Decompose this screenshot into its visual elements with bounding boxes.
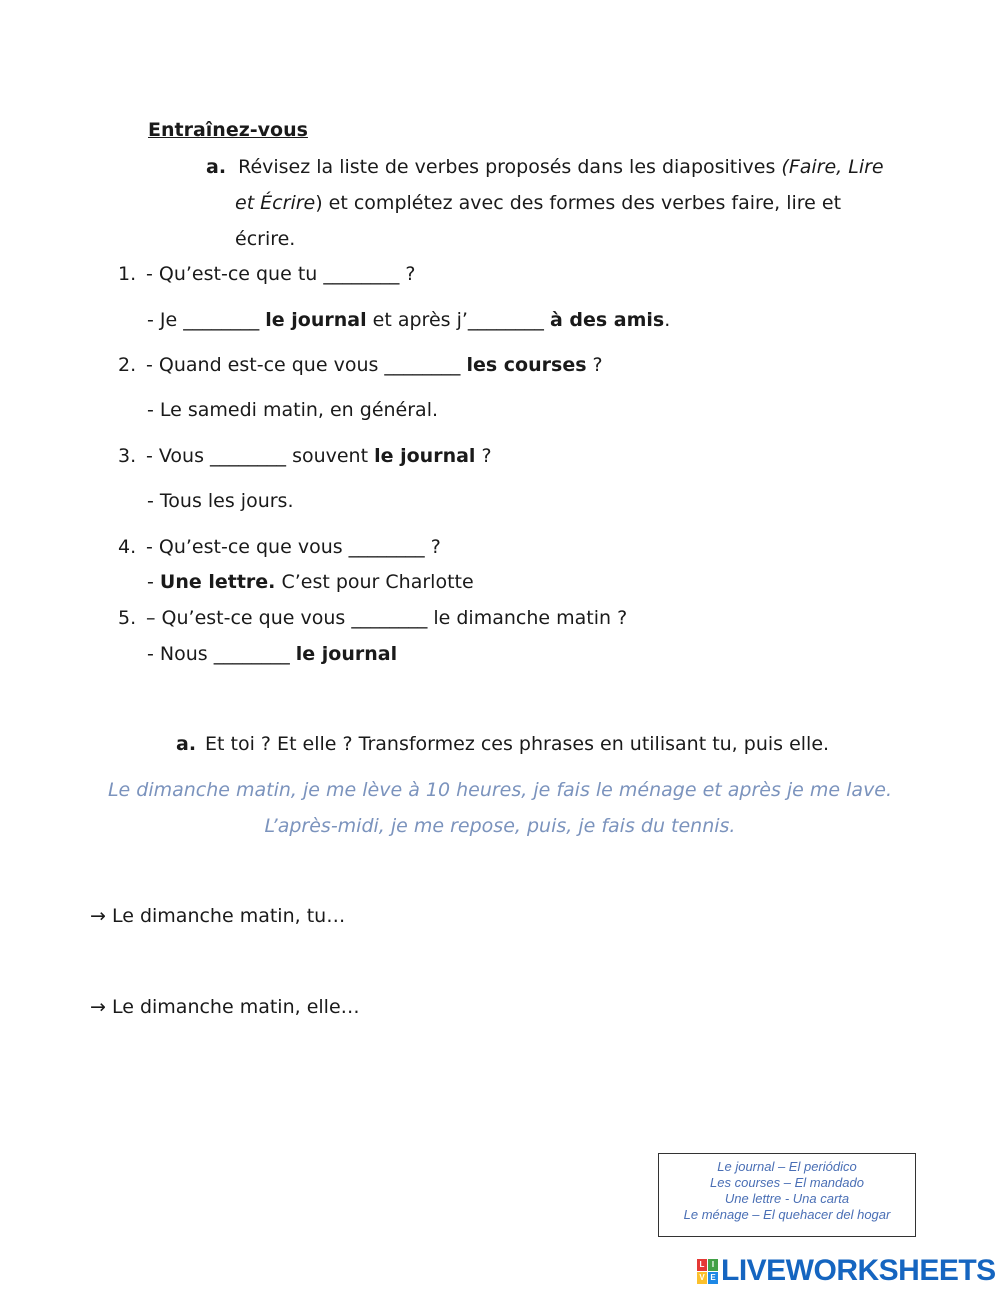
arrow-right-icon: → [90,996,106,1018]
page-title: Entraînez-vous [148,119,308,141]
vocab-item: Le ménage – El quehacer del hogar [683,1207,891,1222]
exercise-2-answer: - Le samedi matin, en général. [147,399,439,421]
example-sentence-1: Le dimanche matin, je me lève à 10 heures, je fais le ménage et après je me lave. [107,779,893,801]
vocab-item: Les courses – El mandado [710,1175,864,1190]
answer-line-tu: → Le dimanche matin, tu… [90,905,346,927]
logo-text: LIVEWORKSHEETS [721,1254,996,1287]
exercise-2-question: 2. - Quand est-ce que vous ________ les courses ? [118,354,603,376]
exercise-5-answer: - Nous ________ le journal [147,643,398,665]
vocab-item: Le journal – El periódico [717,1159,857,1174]
exercise-3-question: 3. - Vous ________ souvent le journal ? [118,445,492,467]
exercise-3-answer: - Tous les jours. [147,490,294,512]
vocab-item: Une lettre - Una carta [724,1191,850,1206]
exercise-1-answer: - Je ________ le journal et après j’________ à des amis. [147,309,671,331]
arrow-right-icon: → [90,905,106,927]
liveworksheets-logo [697,1255,996,1287]
exercise-4-question: 4. - Qu’est-ce que vous ________ ? [118,536,441,558]
section-a-marker: a. [206,156,227,178]
answer-line-elle: → Le dimanche matin, elle… [90,996,360,1018]
section-b-instructions: a. Et toi ? Et elle ? Transformez ces phrases en utilisant tu, puis elle. [176,733,830,755]
logo-icon: L I V E [697,1259,718,1284]
example-sentence-2: L’après-midi, je me repose, puis, je fais du tennis. [264,815,736,837]
exercise-4-answer: - Une lettre. C’est pour Charlotte [147,571,474,593]
exercise-5-question: 5. – Qu’est-ce que vous ________ le dimanche matin ? [118,607,628,629]
vocabulary-box [658,1153,916,1237]
exercise-1-question: 1. - Qu’est-ce que tu ________ ? [118,263,416,285]
